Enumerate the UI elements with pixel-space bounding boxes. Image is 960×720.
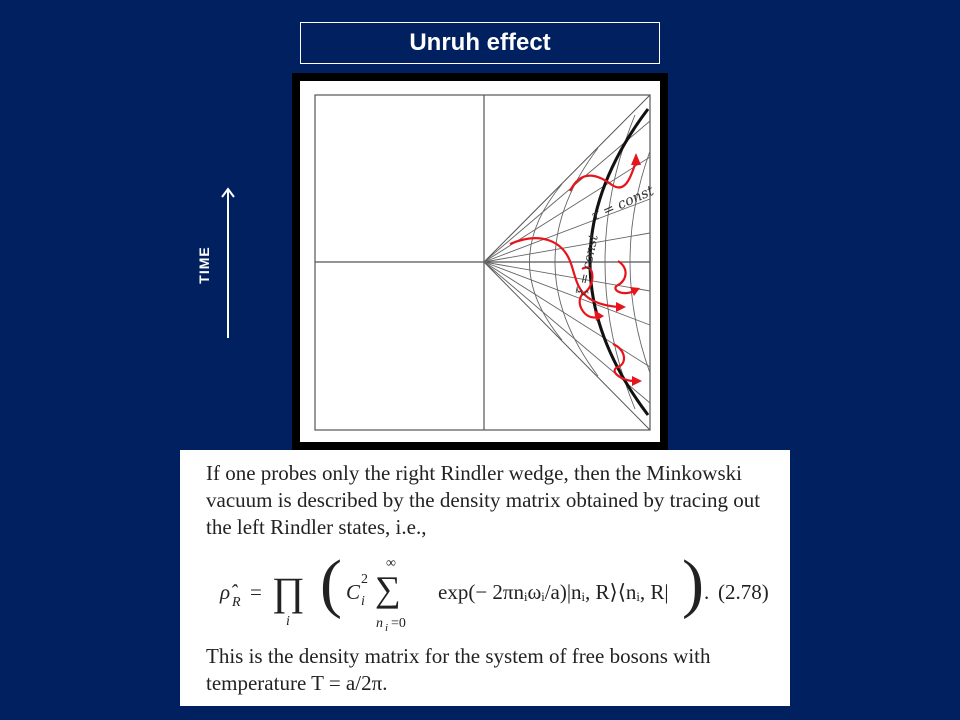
eq-lhs: ρ̂: [220, 580, 231, 604]
particle-waves: [510, 161, 636, 381]
rindler-diagram-frame: [292, 73, 668, 450]
eq-equals: =: [250, 580, 262, 604]
eq-sum-lower: n: [376, 616, 383, 631]
slide-title-text: Unruh effect: [409, 29, 551, 56]
light-cone-lower: [484, 262, 650, 430]
eq-sum-lower-rest: =0: [391, 616, 406, 631]
eq-left-paren: (: [320, 547, 342, 620]
eq-period: .: [704, 580, 710, 604]
eq-number: (2.78): [718, 580, 769, 604]
rindler-diagram-svg: [300, 81, 660, 442]
tau-const-label: τ = const: [589, 182, 657, 225]
eq-product: ∏: [272, 569, 305, 614]
time-axis-label: TIME: [196, 246, 212, 284]
eq-product-index: i: [286, 614, 290, 629]
eq-c: C: [346, 580, 361, 604]
paragraph-intro: If one probes only the right Rindler wedge, then the Minkowski vacuum is described by the density matrix obtained by tracing out the left Rindler states, i.e.,: [206, 461, 761, 539]
eq-lhs-sub: R: [232, 595, 241, 610]
text-panel: [180, 450, 790, 706]
xi-const-label: ξ = const: [574, 233, 602, 297]
eq-right-paren: ): [682, 547, 704, 620]
eq-sum: ∑: [375, 569, 401, 609]
slide-title: [300, 22, 660, 64]
rindler-diagram: [300, 81, 660, 442]
eq-body: exp(− 2πnᵢωᵢ/a)|nᵢ, R⟩⟨nᵢ, R|: [438, 580, 669, 604]
paragraph-conclusion: This is the density matrix for the system of free bosons with temperature T = a/2π.: [206, 644, 711, 695]
eq-c-sub: i: [361, 594, 365, 609]
time-arrow-icon: [218, 186, 238, 338]
density-matrix-equation: [210, 547, 780, 640]
eq-c-sup: 2: [361, 572, 368, 587]
eq-sum-lower-sub: i: [385, 622, 389, 634]
eq-sum-upper: ∞: [386, 556, 396, 571]
